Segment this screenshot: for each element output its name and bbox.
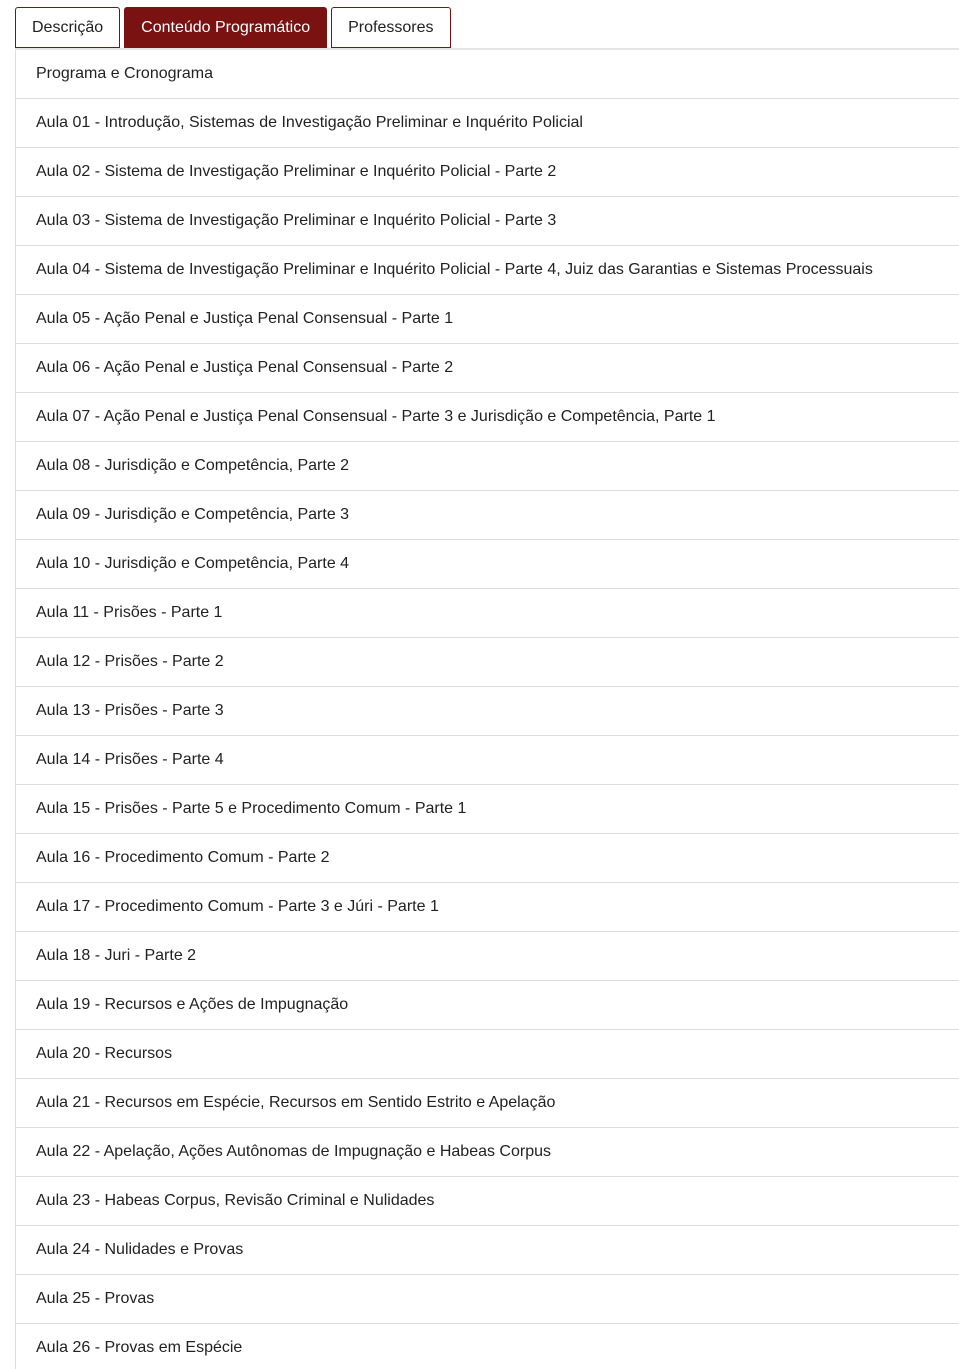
list-item[interactable]: Aula 07 - Ação Penal e Justiça Penal Consensual - Parte 3 e Jurisdição e Competência, Parte 1: [16, 393, 959, 442]
list-item[interactable]: Aula 15 - Prisões - Parte 5 e Procedimento Comum - Parte 1: [16, 785, 959, 834]
list-item[interactable]: Aula 10 - Jurisdição e Competência, Parte 4: [16, 540, 959, 589]
tab-descricao[interactable]: Descrição: [15, 7, 120, 48]
list-item[interactable]: Aula 13 - Prisões - Parte 3: [16, 687, 959, 736]
tab-professores[interactable]: Professores: [331, 7, 450, 48]
list-item[interactable]: Aula 18 - Juri - Parte 2: [16, 932, 959, 981]
list-item[interactable]: Aula 12 - Prisões - Parte 2: [16, 638, 959, 687]
list-item[interactable]: Aula 11 - Prisões - Parte 1: [16, 589, 959, 638]
list-item[interactable]: Aula 04 - Sistema de Investigação Preliminar e Inquérito Policial - Parte 4, Juiz das Garantias e Sistemas Processuais: [16, 246, 959, 295]
list-item[interactable]: Aula 21 - Recursos em Espécie, Recursos em Sentido Estrito e Apelação: [16, 1079, 959, 1128]
list-item[interactable]: Aula 16 - Procedimento Comum - Parte 2: [16, 834, 959, 883]
list-item[interactable]: Aula 09 - Jurisdição e Competência, Parte 3: [16, 491, 959, 540]
program-list: [15, 50, 959, 1369]
list-item[interactable]: Aula 01 - Introdução, Sistemas de Investigação Preliminar e Inquérito Policial: [16, 99, 959, 148]
list-item[interactable]: Aula 23 - Habeas Corpus, Revisão Criminal e Nulidades: [16, 1177, 959, 1226]
list-item[interactable]: Aula 08 - Jurisdição e Competência, Parte 2: [16, 442, 959, 491]
list-item[interactable]: Aula 24 - Nulidades e Provas: [16, 1226, 959, 1275]
list-item[interactable]: Aula 05 - Ação Penal e Justiça Penal Consensual - Parte 1: [16, 295, 959, 344]
program-schedule-item[interactable]: Programa e Cronograma: [16, 50, 959, 99]
list-item[interactable]: Aula 02 - Sistema de Investigação Preliminar e Inquérito Policial - Parte 2: [16, 148, 959, 197]
list-item[interactable]: Aula 03 - Sistema de Investigação Preliminar e Inquérito Policial - Parte 3: [16, 197, 959, 246]
list-item[interactable]: Aula 22 - Apelação, Ações Autônomas de Impugnação e Habeas Corpus: [16, 1128, 959, 1177]
list-item[interactable]: Aula 25 - Provas: [16, 1275, 959, 1324]
tab-conteudo-programatico[interactable]: Conteúdo Programático: [124, 7, 327, 48]
tab-bar: [15, 7, 451, 49]
list-item[interactable]: Aula 17 - Procedimento Comum - Parte 3 e Júri - Parte 1: [16, 883, 959, 932]
list-item[interactable]: Aula 20 - Recursos: [16, 1030, 959, 1079]
list-item[interactable]: Aula 19 - Recursos e Ações de Impugnação: [16, 981, 959, 1030]
list-item[interactable]: Aula 06 - Ação Penal e Justiça Penal Consensual - Parte 2: [16, 344, 959, 393]
list-item[interactable]: Aula 26 - Provas em Espécie: [16, 1324, 959, 1369]
list-item[interactable]: Aula 14 - Prisões - Parte 4: [16, 736, 959, 785]
